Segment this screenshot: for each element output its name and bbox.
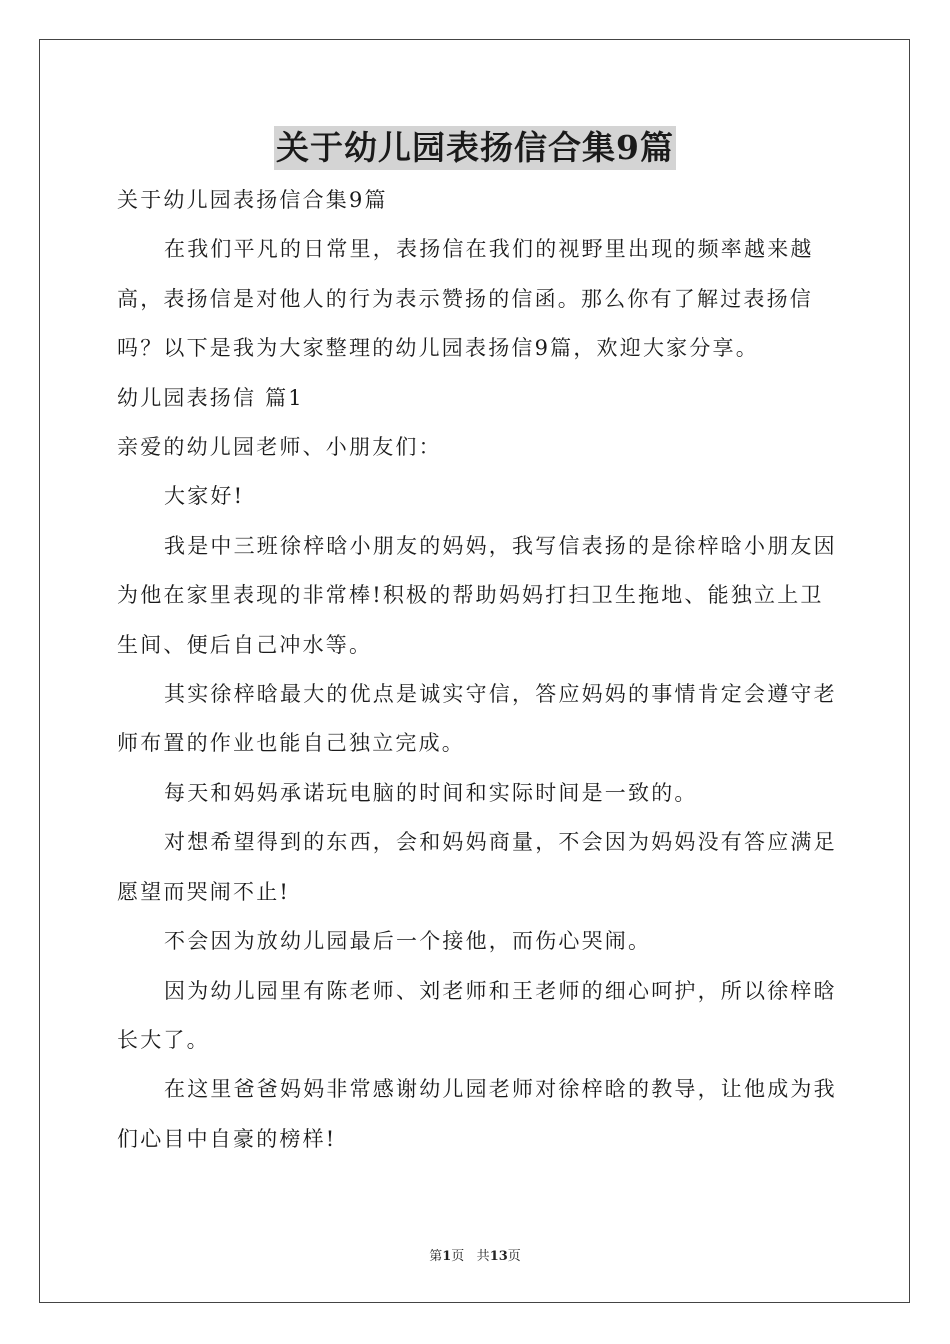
paragraph: 每天和妈妈承诺玩电脑的时间和实际时间是一致的。 (164, 780, 698, 805)
paragraph-intro: 在我们平凡的日常里，表扬信在我们的视野里出现的频率越来越高，表扬信是对他人的行为表示赞扬的信函。那么你有了解过表扬信吗？以下是我为大家整理的幼儿园表扬信9篇，欢迎大家分享。 (117, 237, 814, 361)
page-footer (0, 1248, 950, 1266)
page-prefix: 第 (429, 1249, 443, 1264)
total-prefix: 共 (476, 1249, 490, 1264)
paragraph: 在这里爸爸妈妈非常感谢幼儿园老师对徐梓晗的教导，让他成为我们心目中自豪的榜样! (117, 1077, 837, 1151)
paragraph: 其实徐梓晗最大的优点是诚实守信，答应妈妈的事情肯定会遵守老师布置的作业也能自己独立完成。 (117, 682, 837, 756)
page-number: 1 (442, 1249, 452, 1264)
document-title-container (0, 126, 950, 170)
document-title: 关于幼儿园表扬信合集9篇 (274, 126, 676, 170)
paragraph: 因为幼儿园里有陈老师、刘老师和王老师的细心呵护，所以徐梓晗长大了。 (117, 978, 837, 1052)
letter-greeting: 大家好! (164, 484, 245, 509)
letter-salutation: 亲爱的幼儿园老师、小朋友们： (117, 435, 442, 460)
section-heading: 幼儿园表扬信 篇1 (117, 385, 304, 410)
paragraph: 我是中三班徐梓晗小朋友的妈妈，我写信表扬的是徐梓晗小朋友因为他在家里表现的非常棒!积极的帮助妈妈打扫卫生拖地、能独立上卫生间、便后自己冲水等。 (117, 533, 837, 657)
paragraph: 对想希望得到的东西，会和妈妈商量，不会因为妈妈没有答应满足愿望而哭闹不止! (117, 830, 837, 904)
paragraph-heading: 关于幼儿园表扬信合集9篇 (117, 188, 388, 212)
page-suffix: 页 (451, 1249, 465, 1264)
document-body (117, 176, 837, 1164)
total-pages: 13 (489, 1249, 508, 1264)
total-suffix: 页 (507, 1249, 521, 1264)
paragraph: 不会因为放幼儿园最后一个接他，而伤心哭闹。 (164, 929, 652, 954)
